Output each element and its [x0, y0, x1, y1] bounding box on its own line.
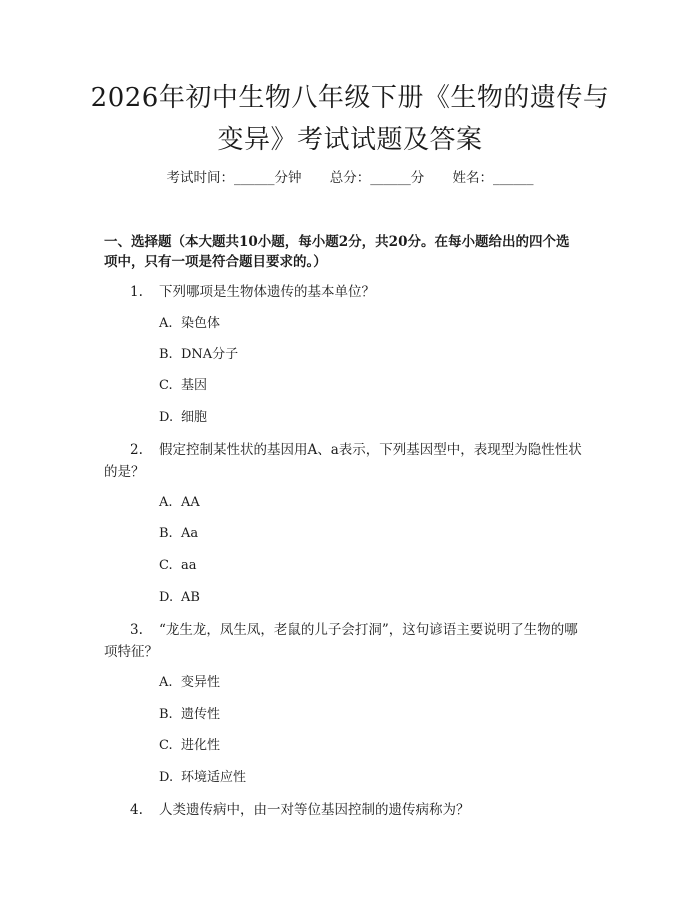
option-text: AA: [181, 495, 200, 510]
question-text: 假定控制某性状的基因用A、a表示，下列基因型中，表现型为隐性性状: [159, 442, 582, 458]
option-letter: B.: [159, 707, 173, 722]
option-1d: [159, 408, 207, 428]
exam-title-line-1: 2026年初中生物八年级下册《生物的遗传与: [90, 83, 610, 113]
option-text: Aa: [181, 526, 199, 541]
question-number: 2.: [130, 442, 143, 458]
option-text: 染色体: [181, 316, 221, 331]
option-letter: C.: [159, 558, 173, 573]
exam-meta: [0, 168, 700, 188]
question-text-continued: 项特征？: [104, 644, 158, 660]
option-text: 基因: [181, 378, 208, 393]
section-heading-line-1: 一、选择题（本大题共10小题，每小题2分，共20分。在每小题给出的四个选: [104, 234, 570, 250]
option-3c: [159, 736, 220, 756]
total-score-field: 总分：______分: [329, 170, 425, 186]
option-2c: [159, 556, 197, 576]
option-letter: A.: [159, 495, 173, 510]
question-number: 4.: [130, 802, 143, 818]
exam-title-line-2: 变异》考试试题及答案: [217, 125, 483, 155]
option-text: 变异性: [181, 675, 221, 690]
question-number: 3.: [130, 622, 143, 638]
question-number: 1.: [130, 284, 143, 300]
option-3d: [159, 768, 246, 788]
option-text: AB: [181, 590, 200, 605]
option-2a: [159, 493, 200, 513]
option-letter: B.: [159, 526, 173, 541]
section-heading-line-2: 项中，只有一项是符合题目要求的。）: [104, 254, 327, 270]
option-letter: C.: [159, 378, 173, 393]
option-1c: [159, 376, 207, 396]
option-3a: [159, 673, 220, 693]
option-letter: D.: [159, 770, 174, 785]
option-text: 细胞: [181, 410, 208, 425]
exam-time-field: 考试时间：______分钟: [166, 170, 302, 186]
option-text: 环境适应性: [181, 770, 247, 785]
option-2d: [159, 588, 200, 608]
option-2b: [159, 524, 198, 544]
option-letter: B.: [159, 347, 173, 362]
option-letter: D.: [159, 410, 174, 425]
option-text: DNA分子: [181, 347, 239, 362]
option-letter: A.: [159, 675, 173, 690]
question-text: “龙生龙，凤生凤，老鼠的儿子会打洞”，这句谚语主要说明了生物的哪: [159, 622, 578, 638]
option-1a: [159, 314, 220, 334]
question-text-continued: 的是？: [104, 464, 145, 480]
option-text: 进化性: [181, 738, 221, 753]
question-text: 人类遗传病中，由一对等位基因控制的遗传病称为？: [159, 802, 470, 818]
option-3b: [159, 705, 220, 725]
option-letter: A.: [159, 316, 173, 331]
option-text: 遗传性: [181, 707, 221, 722]
option-letter: D.: [159, 590, 174, 605]
option-text: aa: [181, 558, 197, 573]
student-name-field: 姓名：______: [452, 170, 534, 186]
question-text: 下列哪项是生物体遗传的基本单位？: [159, 284, 375, 300]
option-1b: [159, 345, 238, 365]
option-letter: C.: [159, 738, 173, 753]
